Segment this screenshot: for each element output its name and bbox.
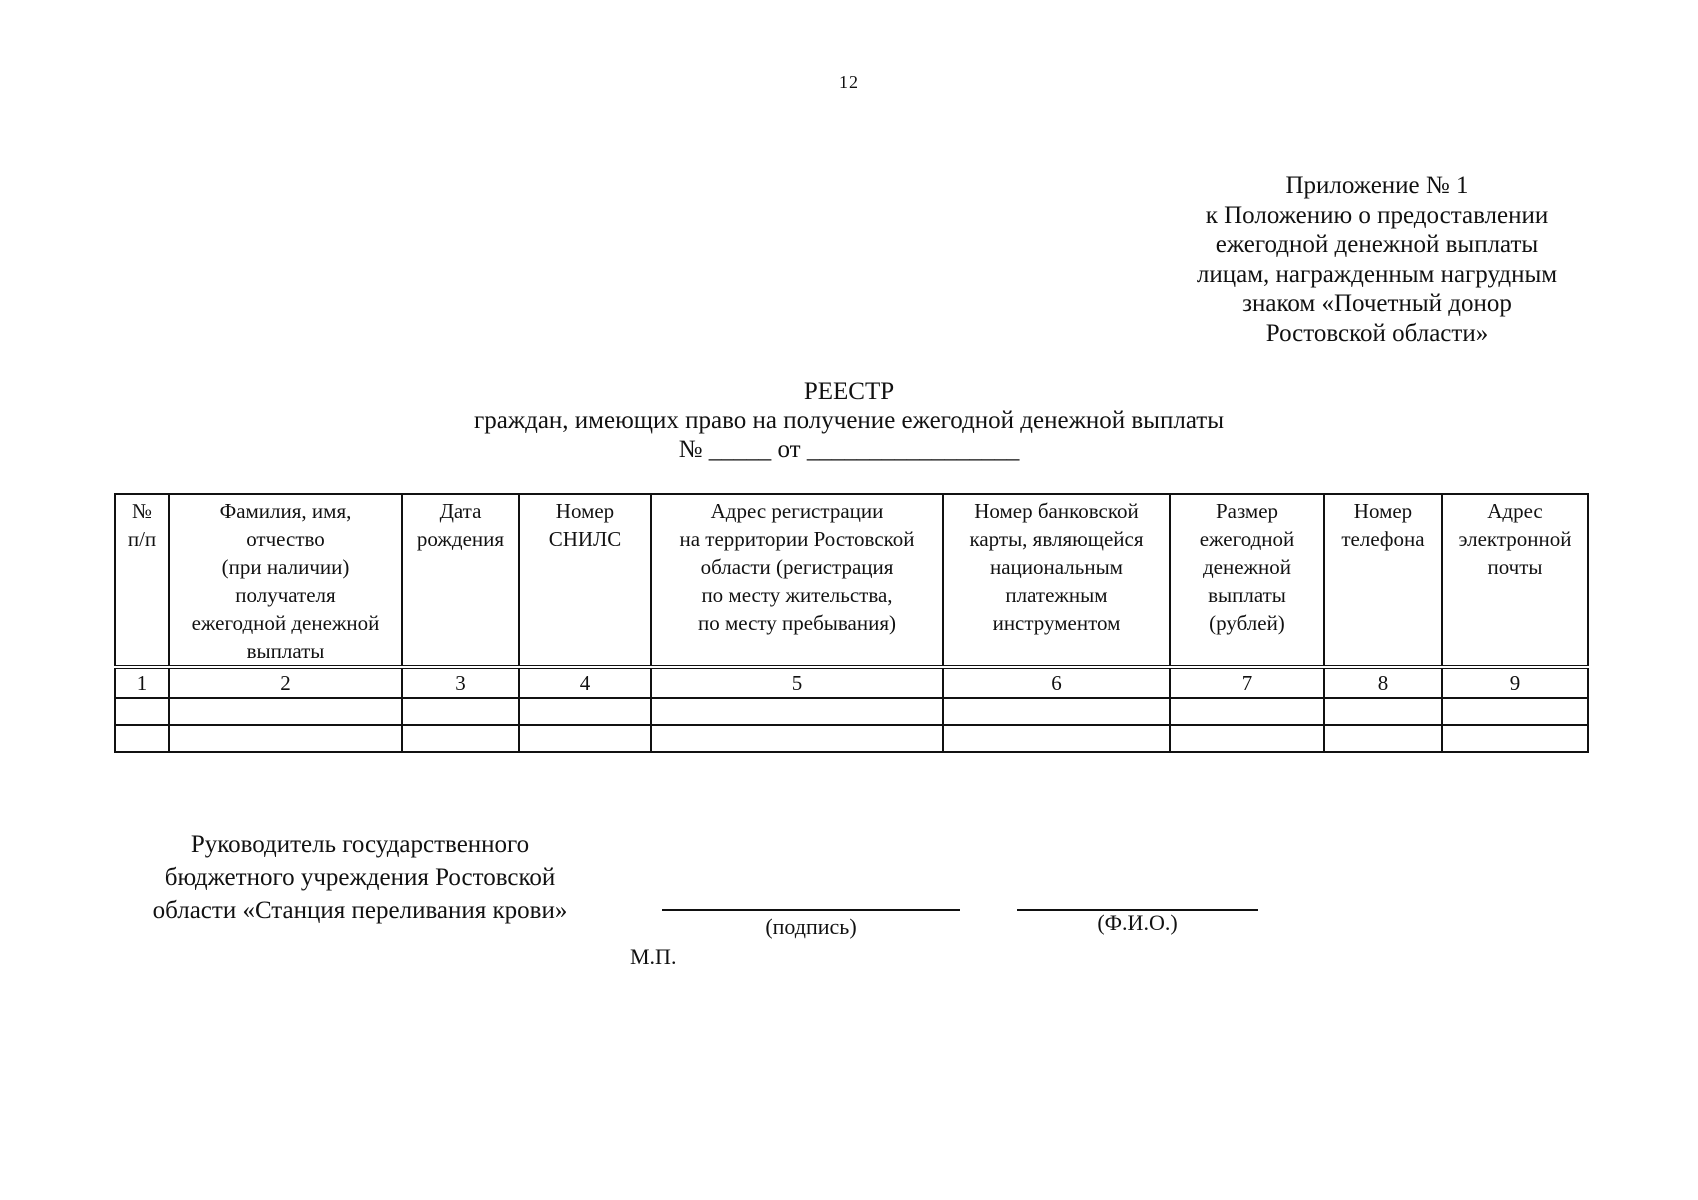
page-number: 12 (839, 72, 859, 92)
header-line: почты (1487, 555, 1543, 579)
appendix-line: знаком «Почетный донор (1242, 290, 1512, 317)
column-number-cell: 7 (1170, 667, 1324, 698)
signature-caption: (подпись) (765, 914, 857, 939)
column-number-cell: 3 (402, 667, 519, 698)
table-cell (169, 698, 402, 725)
registry-heading: РЕЕСТР (803, 378, 895, 405)
appendix-line: Ростовской области» (1265, 319, 1489, 347)
column-number-cell: 8 (1324, 667, 1442, 698)
header-line: Фамилия, имя, (219, 499, 352, 523)
header-line: (рублей) (1209, 611, 1285, 635)
header-line: телефона (1341, 527, 1425, 551)
header-line: Номер (555, 499, 615, 523)
column-number-cell: 4 (519, 667, 651, 698)
signatory-line: области «Станция переливания крови» (152, 897, 568, 924)
signatory-line: бюджетного учреждения Ростовской (164, 864, 556, 891)
header-line: по месту жительства, (701, 583, 893, 607)
header-line: Номер (1353, 499, 1413, 523)
table-cell (1170, 725, 1324, 752)
header-line: платежным (1005, 583, 1108, 607)
column-number-cell: 9 (1442, 667, 1588, 698)
table-cell (115, 725, 169, 752)
header-line: Адрес (1487, 499, 1543, 523)
header-line: карты, являющейся (969, 527, 1144, 551)
appendix-line: Приложение № 1 (1285, 172, 1469, 199)
table-row (115, 725, 1588, 752)
table-cell (1324, 725, 1442, 752)
column-number-cell: 2 (169, 667, 402, 698)
column-header-payment-amount (1170, 494, 1324, 667)
appendix-line: ежегодной денежной выплаты (1215, 231, 1539, 258)
header-line: по месту пребывания) (697, 611, 897, 635)
signature-blank-line (662, 909, 960, 911)
column-header-full-name (169, 494, 402, 667)
appendix-line: лицам, награжденным нагрудным (1196, 260, 1558, 288)
stamp-label: М.П. (630, 944, 677, 969)
header-line: № (131, 499, 153, 523)
header-line: ежегодной денежной (191, 611, 380, 635)
table-cell (402, 698, 519, 725)
registry-number-line: № _____ от _________________ (678, 436, 1020, 463)
column-number-cell: 5 (651, 667, 943, 698)
header-line: на территории Ростовской (679, 527, 915, 551)
table-cell (1170, 698, 1324, 725)
registry-subtitle: граждан, имеющих право на получение ежегодной денежной выплаты (473, 407, 1225, 434)
table-cell (943, 698, 1170, 725)
registry-table (114, 493, 1589, 753)
table-cell (519, 698, 651, 725)
table-cell (1324, 698, 1442, 725)
column-header-birth-date (402, 494, 519, 667)
header-line: рождения (416, 527, 505, 551)
column-header-email (1442, 494, 1588, 667)
column-header-number (115, 494, 169, 667)
header-line: получателя (235, 583, 336, 607)
table-row (115, 698, 1588, 725)
header-line: национальным (990, 555, 1123, 579)
header-line: отчество (246, 527, 325, 551)
table-cell (651, 698, 943, 725)
header-line: СНИЛС (548, 527, 622, 551)
header-line: п/п (127, 527, 157, 551)
header-line: ежегодной (1199, 527, 1295, 551)
table-cell (651, 725, 943, 752)
column-number-cell: 6 (943, 667, 1170, 698)
table-header-row (115, 494, 1588, 667)
table-cell (1442, 725, 1588, 752)
header-line: выплаты (1208, 583, 1286, 607)
table-cell (169, 725, 402, 752)
header-line: денежной (1202, 555, 1292, 579)
header-line: выплаты (246, 639, 325, 663)
signatory-line: Руководитель государственного (190, 831, 530, 858)
column-header-phone (1324, 494, 1442, 667)
table-cell (402, 725, 519, 752)
table-cell (115, 698, 169, 725)
header-line: Размер (1215, 499, 1279, 523)
header-line: области (регистрация (700, 555, 894, 579)
table-cell (519, 725, 651, 752)
header-line: электронной (1458, 527, 1572, 551)
header-line: Дата (439, 499, 482, 523)
appendix-note (1162, 171, 1592, 348)
column-header-snils (519, 494, 651, 667)
header-line: инструментом (992, 611, 1121, 635)
table-cell (1442, 698, 1588, 725)
column-numbering-row (115, 667, 1588, 698)
name-caption: (Ф.И.О.) (1097, 910, 1178, 935)
signatory-position (100, 828, 620, 927)
column-header-bank-card (943, 494, 1170, 667)
column-header-address (651, 494, 943, 667)
header-line: (при наличии) (221, 555, 350, 579)
document-title (0, 377, 1698, 464)
header-line: Номер банковской (974, 499, 1139, 523)
column-number-cell: 1 (115, 667, 169, 698)
table-cell (943, 725, 1170, 752)
appendix-line: к Положению о предоставлении (1205, 201, 1549, 229)
header-line: Адрес регистрации (710, 499, 884, 523)
